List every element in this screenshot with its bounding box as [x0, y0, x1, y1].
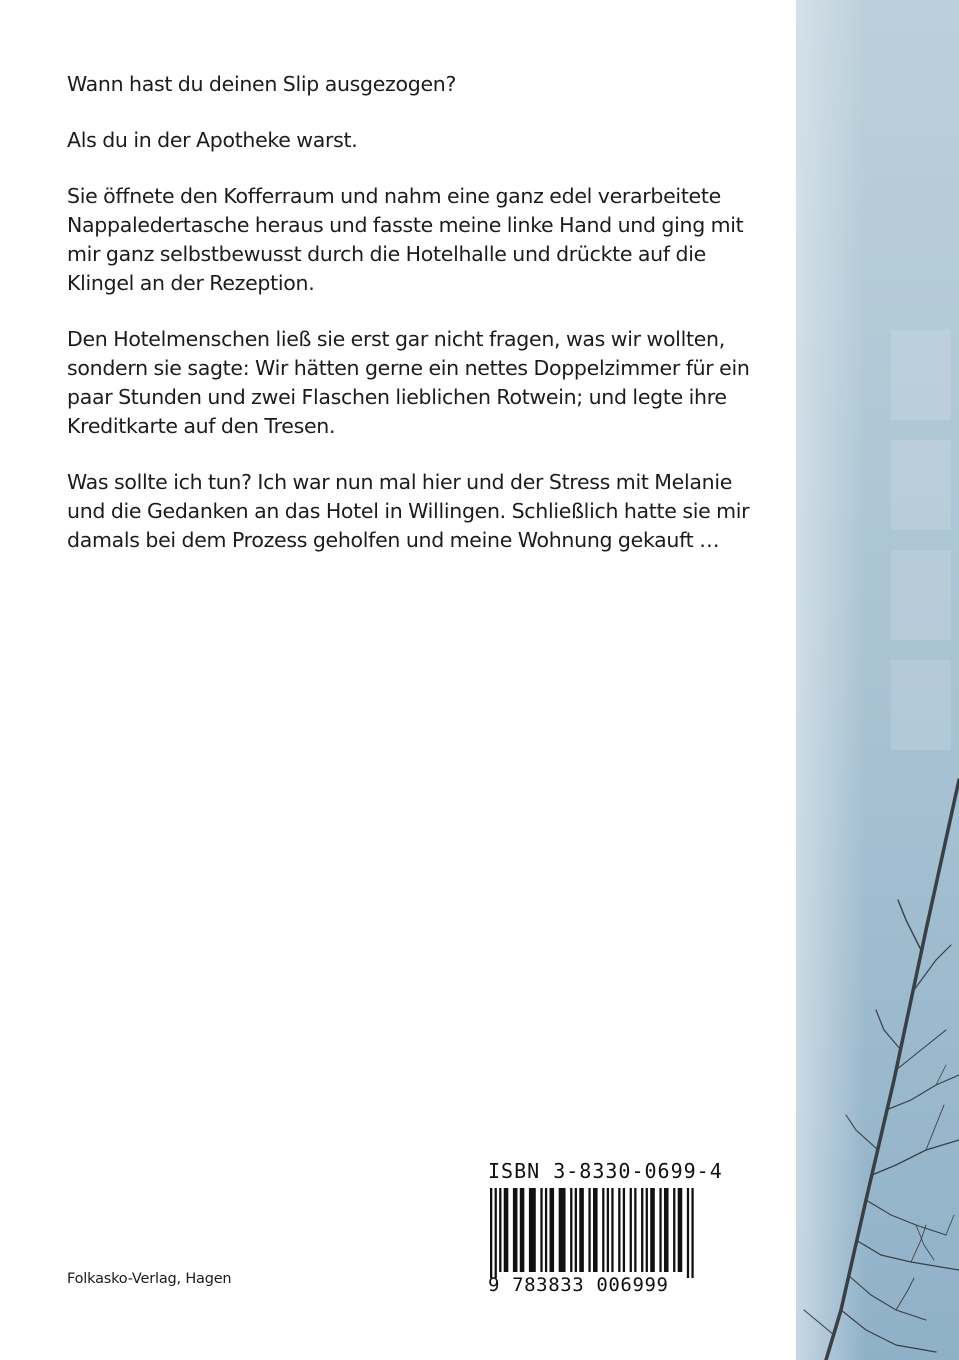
- cover-photo-edge: [796, 0, 959, 1360]
- barcode-bar: [673, 1188, 675, 1272]
- blurb-line: Was sollte ich tun? Ich war nun mal hier und der Stress mit Melanie: [67, 470, 733, 494]
- blurb-paragraph-2: [67, 126, 767, 155]
- barcode-bar: [559, 1188, 566, 1272]
- barcode-bar: [691, 1188, 693, 1278]
- barcode-bar: [499, 1188, 501, 1272]
- blurb-line: Sie öffnete den Kofferraum und nahm eine ganz edel verarbeitete: [67, 184, 721, 208]
- barcode-bar: [607, 1188, 609, 1272]
- barcode-bar: [513, 1188, 518, 1272]
- barcode-bar: [678, 1188, 683, 1272]
- isbn-label: ISBN 3-8330-0699-4: [488, 1159, 723, 1183]
- blurb-paragraph-4: [67, 325, 767, 441]
- sky-photo: [796, 0, 959, 1360]
- blurb-line: Kreditkarte auf den Tresen.: [67, 414, 336, 438]
- blurb-line: Den Hotelmenschen ließ sie erst gar nicht fragen, was wir wollten,: [67, 327, 725, 351]
- barcode-bar: [646, 1188, 648, 1272]
- ean-digits: 9 783833 006999: [488, 1274, 669, 1296]
- barcode-bar: [504, 1188, 509, 1272]
- barcode-bar: [602, 1188, 604, 1272]
- barcode-bar: [634, 1188, 636, 1272]
- blurb-line: mir ganz selbstbewusst durch die Hotelhalle und drückte auf die: [67, 242, 706, 266]
- blurb-line: Als du in der Apotheke warst.: [67, 128, 358, 152]
- barcode-bar: [641, 1188, 643, 1272]
- barcode-bar: [664, 1188, 669, 1272]
- barcode-bar: [650, 1188, 655, 1272]
- barcode-bar: [618, 1188, 620, 1272]
- barcode-bar: [579, 1188, 584, 1272]
- barcode-bar: [529, 1188, 536, 1272]
- publisher-imprint: Folkasko-Verlag, Hagen: [67, 1271, 232, 1287]
- barcode-bar: [588, 1188, 590, 1272]
- barcode-bar: [630, 1188, 632, 1272]
- barcode-bar: [550, 1188, 555, 1272]
- barcode-bar: [540, 1188, 542, 1272]
- barcode-bar: [611, 1188, 613, 1272]
- blurb-line: Nappaledertasche heraus und fasste meine linke Hand und ging mit: [67, 213, 744, 237]
- isbn-barcode: [488, 1158, 723, 1300]
- blurb-line: Wann hast du deinen Slip ausgezogen?: [67, 72, 457, 96]
- barcode-bar: [520, 1188, 525, 1272]
- barcode-bar: [545, 1188, 547, 1272]
- barcode-bar: [490, 1188, 492, 1278]
- blurb-paragraph-3: [67, 182, 767, 298]
- blurb-line: und die Gedanken an das Hotel in Willingen. Schließlich hatte sie mir: [67, 499, 750, 523]
- blurb-line: Klingel an der Rezeption.: [67, 271, 315, 295]
- barcode-bar: [687, 1188, 689, 1278]
- barcode-bar: [575, 1188, 577, 1272]
- blurb-paragraph-5: [67, 468, 767, 555]
- haze-overlay: [796, 0, 866, 1360]
- blurb-text: [67, 70, 767, 582]
- barcode-bar: [593, 1188, 598, 1272]
- blurb-line: paar Stunden und zwei Flaschen lieblichen Rotwein; und legte ihre: [67, 385, 727, 409]
- barcode-bar: [623, 1188, 625, 1272]
- blurb-line: damals bei dem Prozess geholfen und meine Wohnung gekauft …: [67, 528, 720, 552]
- barcode-bar: [570, 1188, 572, 1272]
- barcode-bar: [659, 1188, 661, 1272]
- blurb-paragraph-1: [67, 70, 767, 99]
- barcode-bars: [488, 1188, 698, 1278]
- blurb-line: sondern sie sagte: Wir hätten gerne ein nettes Doppelzimmer für ein: [67, 356, 750, 380]
- barcode-bar: [495, 1188, 497, 1278]
